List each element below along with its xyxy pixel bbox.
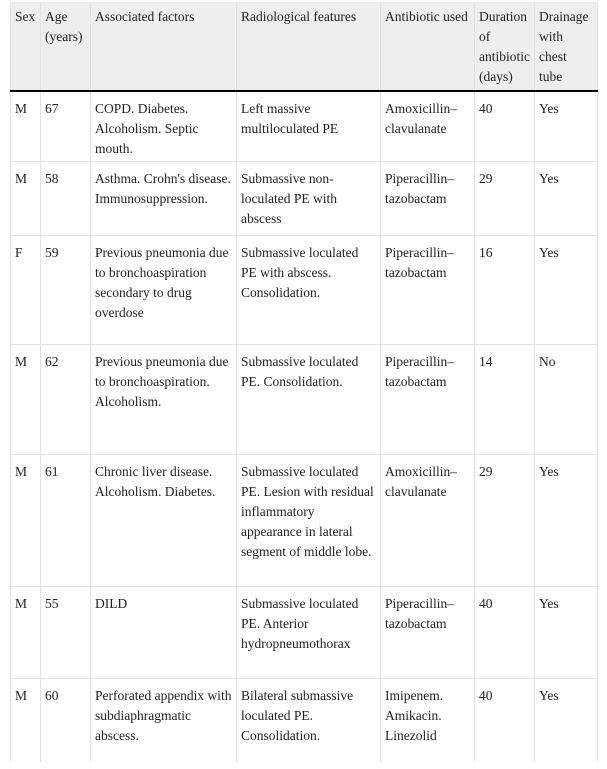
cell-text: Chronic liver disease. Alcoholism. Diabetes.: [95, 464, 216, 499]
cell-associated-factors: [91, 236, 237, 345]
cell-text: Yes: [539, 688, 559, 703]
cell-text: 29: [479, 171, 493, 186]
cell-drainage: [535, 455, 598, 587]
cell-sex: [11, 236, 41, 345]
cell-text: Submassive loculated PE. Lesion with residual inflammatory appearance in lateral segment of middle lobe.: [241, 464, 374, 559]
cell-text: 29: [479, 464, 493, 479]
cell-sex: [11, 679, 41, 763]
cell-drainage: [535, 587, 598, 679]
cell-text: 62: [45, 354, 59, 369]
cell-antibiotic: [381, 587, 475, 679]
cell-text: M: [15, 688, 28, 703]
cell-sex: [11, 162, 41, 236]
cell-antibiotic: [381, 345, 475, 455]
cell-text: COPD. Diabetes. Alcoholism. Septic mouth.: [95, 101, 199, 156]
cell-radiological-features: [237, 679, 381, 763]
column-header-antibiotic: Antibiotic used: [381, 2, 475, 91]
cell-text: 60: [45, 688, 59, 703]
cell-text: Amoxicillin–clavulanate: [385, 464, 457, 499]
cell-associated-factors: [91, 587, 237, 679]
cell-text: 61: [45, 464, 59, 479]
cell-antibiotic: [381, 162, 475, 236]
cell-text: Asthma. Crohn's disease. Immunosuppression.: [95, 171, 231, 206]
cell-text: 40: [479, 688, 493, 703]
cell-text: Yes: [539, 245, 559, 260]
cell-antibiotic: [381, 236, 475, 345]
cell-duration: [475, 679, 535, 763]
cell-radiological-features: [237, 587, 381, 679]
cell-text: DILD: [95, 596, 128, 611]
cell-age: [41, 236, 91, 345]
cell-text: Bilateral submassive loculated PE. Consolidation.: [241, 688, 354, 743]
column-header-associated-factors: Associated factors: [91, 2, 237, 91]
cell-text: 16: [479, 245, 493, 260]
cell-radiological-features: [237, 455, 381, 587]
cell-duration: [475, 345, 535, 455]
cell-antibiotic: [381, 679, 475, 763]
cell-radiological-features: [237, 345, 381, 455]
cell-text: Previous pneumonia due to bronchoaspiration secondary to drug overdose: [95, 245, 229, 320]
cell-text: Yes: [539, 101, 559, 116]
table-row: [11, 455, 598, 587]
table-row: [11, 236, 598, 345]
cell-text: 55: [45, 596, 59, 611]
cell-sex: [11, 345, 41, 455]
header-row: [11, 2, 598, 91]
table-row: [11, 587, 598, 679]
cell-text: Submassive loculated PE with abscess. Consolidation.: [241, 245, 359, 300]
cell-duration: [475, 587, 535, 679]
cell-text: 59: [45, 245, 59, 260]
cell-associated-factors: [91, 162, 237, 236]
cell-text: M: [15, 101, 28, 116]
table-row: [11, 162, 598, 236]
column-header-age: Age (years): [41, 2, 91, 91]
cell-text: Amoxicillin–clavulanate: [385, 101, 457, 136]
cell-text: 40: [479, 101, 493, 116]
cell-text: Imipenem. Amikacin. Linezolid: [385, 688, 444, 743]
cell-duration: [475, 91, 535, 162]
cell-text: Submassive loculated PE. Anterior hydropneumothorax: [241, 596, 359, 651]
cell-radiological-features: [237, 236, 381, 345]
cell-text: 14: [479, 354, 493, 369]
cell-text: 40: [479, 596, 493, 611]
cell-age: [41, 91, 91, 162]
cell-duration: [475, 162, 535, 236]
cell-text: Piperacillin–tazobactam: [385, 596, 454, 631]
cell-associated-factors: [91, 679, 237, 763]
cell-text: 58: [45, 171, 59, 186]
cell-text: M: [15, 171, 28, 186]
cell-text: M: [15, 596, 28, 611]
cell-text: Piperacillin–tazobactam: [385, 245, 454, 280]
cell-age: [41, 587, 91, 679]
column-header-sex: Sex: [11, 2, 41, 91]
cell-sex: [11, 91, 41, 162]
cell-duration: [475, 455, 535, 587]
cell-drainage: [535, 162, 598, 236]
cell-duration: [475, 236, 535, 345]
cell-drainage: [535, 679, 598, 763]
cell-antibiotic: [381, 455, 475, 587]
cell-text: Piperacillin–tazobactam: [385, 171, 454, 206]
column-header-drainage: Drainage with chest tube: [535, 2, 598, 91]
column-header-radiological-features: Radiological features: [237, 2, 381, 91]
cell-antibiotic: [381, 91, 475, 162]
cell-text: Submassive non-loculated PE with abscess: [241, 171, 337, 226]
cell-text: Piperacillin–tazobactam: [385, 354, 454, 389]
cell-text: Perforated appendix with subdiaphragmatic abscess.: [95, 688, 232, 743]
cell-text: 67: [45, 101, 59, 116]
cell-radiological-features: [237, 162, 381, 236]
cell-associated-factors: [91, 345, 237, 455]
cell-associated-factors: [91, 91, 237, 162]
cell-text: M: [15, 354, 28, 369]
cell-associated-factors: [91, 455, 237, 587]
cell-text: M: [15, 464, 28, 479]
cell-text: Previous pneumonia due to bronchoaspiration. Alcoholism.: [95, 354, 229, 409]
cell-drainage: [535, 345, 598, 455]
cell-sex: [11, 455, 41, 587]
table-row: [11, 91, 598, 162]
cell-radiological-features: [237, 91, 381, 162]
cell-text: F: [15, 245, 23, 260]
cell-age: [41, 679, 91, 763]
cell-text: Submassive loculated PE. Consolidation.: [241, 354, 359, 389]
cell-age: [41, 455, 91, 587]
cell-age: [41, 162, 91, 236]
cell-sex: [11, 587, 41, 679]
cell-text: Yes: [539, 464, 559, 479]
cell-text: Left massive multiloculated PE: [241, 101, 339, 136]
cell-text: Yes: [539, 596, 559, 611]
column-header-duration: Duration of antibiotic (days): [475, 2, 535, 91]
table-row: [11, 679, 598, 763]
patients-table: [10, 2, 598, 762]
cell-text: No: [539, 354, 556, 369]
cell-drainage: [535, 91, 598, 162]
cell-text: Yes: [539, 171, 559, 186]
table-row: [11, 345, 598, 455]
cell-drainage: [535, 236, 598, 345]
cell-age: [41, 345, 91, 455]
